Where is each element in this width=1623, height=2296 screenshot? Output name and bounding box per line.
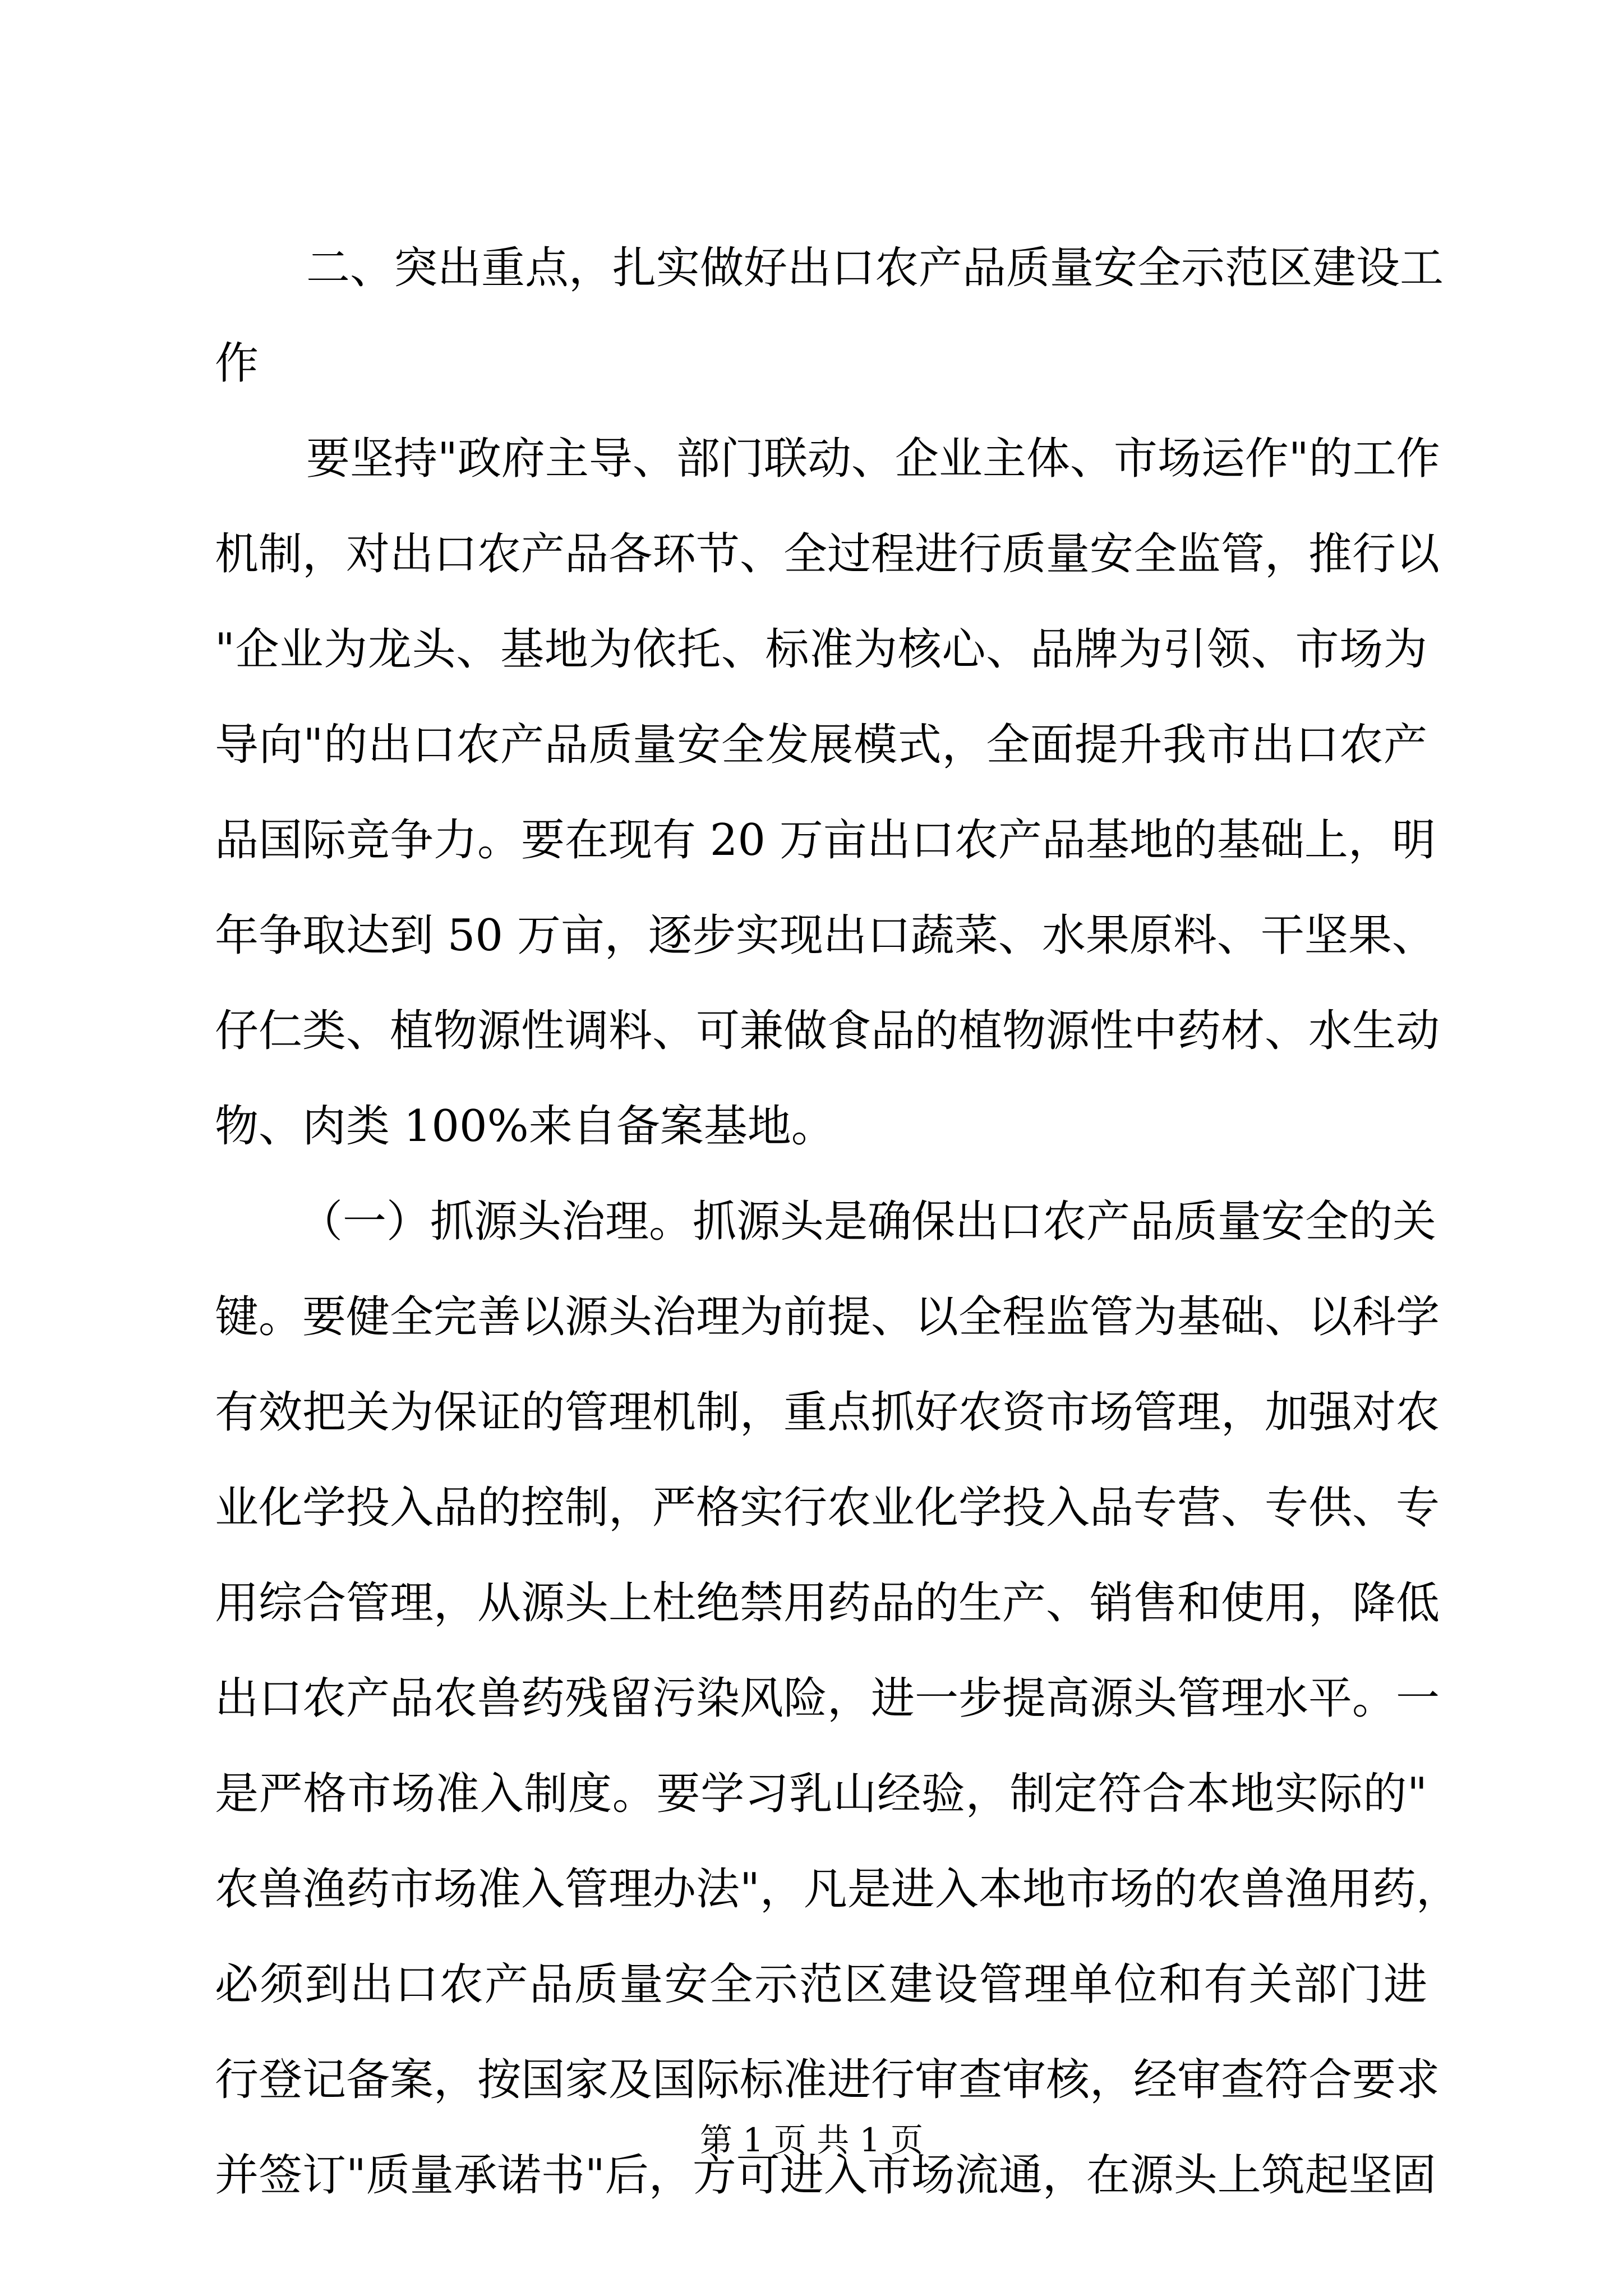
paragraph-line: 业化学投入品的控制，严格实行农业化学投入品专营、专供、专 [215, 1483, 1440, 1533]
paragraph-line: 行登记备案，按国家及国际标准进行审查审核，经审查符合要求 [215, 2055, 1440, 2105]
paragraph-line: 年争取达到 50 万亩，逐步实现出口蔬菜、水果原料、干坚果、 [215, 910, 1436, 961]
paragraph-line: 农兽渔药市场准入管理办法"，凡是进入本地市场的农兽渔用药， [215, 1864, 1460, 1915]
paragraph-line: 物、肉类 100%来自备案基地。 [215, 1101, 835, 1152]
paragraph-line: 必须到出口农产品质量安全示范区建设管理单位和有关部门进 [215, 1959, 1427, 2010]
document-body [215, 220, 1460, 2223]
section-heading-line: 二、突出重点，扎实做好出口农产品质量安全示范区建设工 [306, 243, 1444, 293]
paragraph-line: 键。要健全完善以源头治理为前提、以全程监管为基础、以科学 [215, 1292, 1440, 1342]
page-footer: 第 1 页 共 1 页 [700, 2121, 923, 2159]
paragraph-line: 机制，对出口农产品各环节、全过程进行质量安全监管，推行以 [215, 529, 1440, 579]
paragraph-line: 品国际竞争力。要在现有 20 万亩出口农产品基地的基础上，明 [215, 815, 1436, 866]
paragraph-line: 仔仁类、植物源性调料、可兼做食品的植物源性中药材、水生动 [215, 1006, 1440, 1056]
paragraph-line: 用综合管理，从源头上杜绝禁用药品的生产、销售和使用，降低 [215, 1578, 1440, 1628]
subsection-paragraph-line: （一）抓源头治理。抓源头是确保出口农产品质量安全的关 [299, 1197, 1437, 1247]
paragraph-line: 有效把关为保证的管理机制，重点抓好农资市场管理，加强对农 [215, 1387, 1440, 1438]
section-heading-line: 作 [215, 338, 259, 389]
paragraph-line: 是严格市场准入制度。要学习乳山经验，制定符合本地实际的" [215, 1769, 1427, 1819]
paragraph-line: 出口农产品农兽药残留污染风险，进一步提高源头管理水平。一 [215, 1673, 1440, 1724]
paragraph-line: 并签订"质量承诺书"后，方可进入市场流通，在源头上筑起坚固 [215, 2150, 1436, 2201]
paragraph-line: 要坚持"政府主导、部门联动、企业主体、市场运作"的工作 [306, 434, 1440, 484]
paragraph-line: "企业为龙头、基地为依托、标准为核心、品牌为引领、市场为 [215, 624, 1427, 675]
paragraph-line: 导向"的出口农产品质量安全发展模式，全面提升我市出口农产 [215, 720, 1427, 770]
